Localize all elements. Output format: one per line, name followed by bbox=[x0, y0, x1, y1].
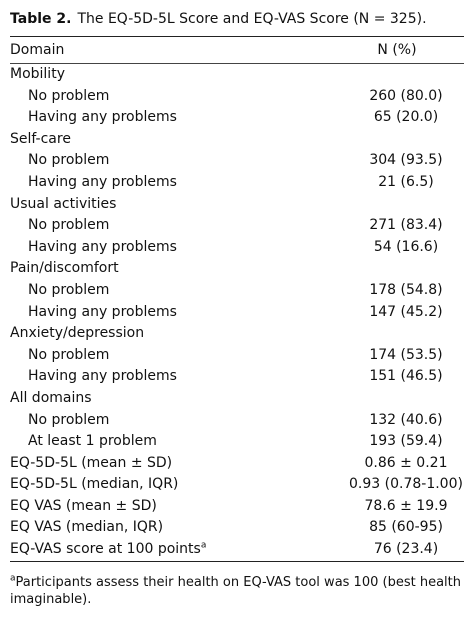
table-row bbox=[10, 280, 464, 302]
table-row bbox=[10, 237, 464, 259]
summary-row bbox=[10, 539, 464, 561]
table-row bbox=[10, 107, 464, 129]
row-value-text: 151 (46.5) bbox=[369, 368, 443, 385]
footnote-marker: a bbox=[10, 573, 16, 584]
row-label bbox=[10, 302, 348, 324]
summary-label bbox=[10, 474, 348, 496]
header-row bbox=[10, 37, 464, 63]
row-label-text: At least 1 problem bbox=[28, 433, 157, 450]
row-label-text: No problem bbox=[28, 411, 110, 428]
summary-value bbox=[348, 453, 464, 475]
row-value bbox=[348, 410, 464, 432]
row-value-text: 178 (54.8) bbox=[369, 281, 443, 298]
row-label bbox=[10, 237, 348, 259]
group-value-empty bbox=[348, 323, 464, 345]
row-value bbox=[348, 345, 464, 367]
table-row bbox=[10, 215, 464, 237]
row-label-text: No problem bbox=[28, 87, 110, 104]
table-row bbox=[10, 345, 464, 367]
row-value-text: 54 (16.6) bbox=[373, 238, 439, 255]
summary-label bbox=[10, 496, 348, 518]
group-title-text: All domains bbox=[10, 389, 92, 406]
row-value bbox=[348, 237, 464, 259]
row-label-text: No problem bbox=[28, 346, 110, 363]
score-table bbox=[10, 37, 464, 63]
group-header-row bbox=[10, 388, 464, 410]
summary-footnote-marker: a bbox=[200, 540, 207, 551]
row-label bbox=[10, 215, 348, 237]
table-caption bbox=[10, 10, 464, 28]
summary-value-text: 78.6 ± 19.9 bbox=[364, 497, 448, 514]
row-label-text: Having any problems bbox=[28, 173, 177, 190]
row-label-text: Having any problems bbox=[28, 303, 177, 320]
row-value bbox=[348, 280, 464, 302]
summary-value bbox=[348, 496, 464, 518]
row-value bbox=[348, 86, 464, 108]
summary-value-text: 76 (23.4) bbox=[373, 541, 439, 558]
row-value-text: 271 (83.4) bbox=[369, 217, 443, 234]
group-value-empty bbox=[348, 388, 464, 410]
row-label bbox=[10, 366, 348, 388]
row-label-text: Having any problems bbox=[28, 109, 177, 126]
table-row bbox=[10, 302, 464, 324]
table-body bbox=[10, 64, 464, 561]
group-title bbox=[10, 388, 348, 410]
group-value-empty bbox=[348, 64, 464, 86]
header-domain: Domain bbox=[10, 42, 65, 58]
group-title-text: Usual activities bbox=[10, 195, 117, 212]
group-value-empty bbox=[348, 258, 464, 280]
summary-label bbox=[10, 453, 348, 475]
table-row bbox=[10, 172, 464, 194]
summary-value bbox=[348, 474, 464, 496]
row-value bbox=[348, 107, 464, 129]
group-title-text: Anxiety/depression bbox=[10, 325, 145, 342]
summary-label-text: EQ-VAS score at 100 points bbox=[10, 541, 201, 558]
summary-label-text: EQ VAS (median, IQR) bbox=[10, 519, 164, 536]
table-row bbox=[10, 431, 464, 453]
header-n: N (%) bbox=[377, 42, 417, 58]
summary-value-text: 85 (60-95) bbox=[369, 519, 443, 536]
summary-row bbox=[10, 453, 464, 475]
row-label-text: No problem bbox=[28, 281, 110, 298]
row-value bbox=[348, 431, 464, 453]
summary-row bbox=[10, 517, 464, 539]
group-value-empty bbox=[348, 129, 464, 151]
summary-label-text: EQ-5D-5L (median, IQR) bbox=[10, 476, 179, 493]
row-label bbox=[10, 107, 348, 129]
summary-row bbox=[10, 496, 464, 518]
row-label bbox=[10, 280, 348, 302]
summary-label-text: EQ-5D-5L (mean ± SD) bbox=[10, 454, 173, 471]
footnote-text: Participants assess their health on EQ-VAS tool was 100 (best health imaginable). bbox=[10, 574, 461, 607]
group-header-row bbox=[10, 64, 464, 86]
group-header-row bbox=[10, 323, 464, 345]
row-label bbox=[10, 431, 348, 453]
summary-value-text: 0.86 ± 0.21 bbox=[364, 454, 448, 471]
summary-label bbox=[10, 539, 348, 561]
table-row bbox=[10, 410, 464, 432]
group-title-text: Pain/discomfort bbox=[10, 260, 119, 277]
summary-value-text: 0.93 (0.78-1.00) bbox=[349, 476, 463, 493]
row-value-text: 174 (53.5) bbox=[369, 346, 443, 363]
row-label bbox=[10, 172, 348, 194]
table-row bbox=[10, 366, 464, 388]
row-value-text: 65 (20.0) bbox=[373, 109, 439, 126]
row-value-text: 21 (6.5) bbox=[378, 173, 434, 190]
summary-label-text: EQ VAS (mean ± SD) bbox=[10, 497, 157, 514]
row-label-text: Having any problems bbox=[28, 368, 177, 385]
row-value-text: 260 (80.0) bbox=[369, 87, 443, 104]
table-caption-label: Table 2. bbox=[10, 11, 72, 27]
row-value-text: 132 (40.6) bbox=[369, 411, 443, 428]
row-value bbox=[348, 215, 464, 237]
table-caption-text: The EQ-5D-5L Score and EQ-VAS Score (N = 325). bbox=[77, 11, 427, 27]
table-row bbox=[10, 150, 464, 172]
summary-label bbox=[10, 517, 348, 539]
group-title bbox=[10, 323, 348, 345]
group-value-empty bbox=[348, 194, 464, 216]
group-title-text: Mobility bbox=[10, 66, 65, 82]
row-label-text: Having any problems bbox=[28, 238, 177, 255]
table-footnote bbox=[10, 574, 464, 608]
row-value bbox=[348, 366, 464, 388]
row-label-text: No problem bbox=[28, 217, 110, 234]
bottom-rule bbox=[10, 561, 464, 562]
summary-value bbox=[348, 517, 464, 539]
group-title bbox=[10, 194, 348, 216]
group-title-text: Self-care bbox=[10, 130, 71, 147]
row-label bbox=[10, 86, 348, 108]
row-label bbox=[10, 410, 348, 432]
row-value bbox=[348, 172, 464, 194]
row-value bbox=[348, 302, 464, 324]
summary-row bbox=[10, 474, 464, 496]
row-label bbox=[10, 150, 348, 172]
table-row bbox=[10, 86, 464, 108]
row-value-text: 147 (45.2) bbox=[369, 303, 443, 320]
summary-value bbox=[348, 539, 464, 561]
group-title bbox=[10, 258, 348, 280]
group-header-row bbox=[10, 129, 464, 151]
row-value-text: 193 (59.4) bbox=[369, 433, 443, 450]
row-value bbox=[348, 150, 464, 172]
row-label-text: No problem bbox=[28, 152, 110, 169]
row-label bbox=[10, 345, 348, 367]
score-table-body bbox=[10, 64, 464, 561]
group-header-row bbox=[10, 258, 464, 280]
group-header-row bbox=[10, 194, 464, 216]
group-title bbox=[10, 129, 348, 151]
group-title bbox=[10, 64, 348, 86]
row-value-text: 304 (93.5) bbox=[369, 152, 443, 169]
